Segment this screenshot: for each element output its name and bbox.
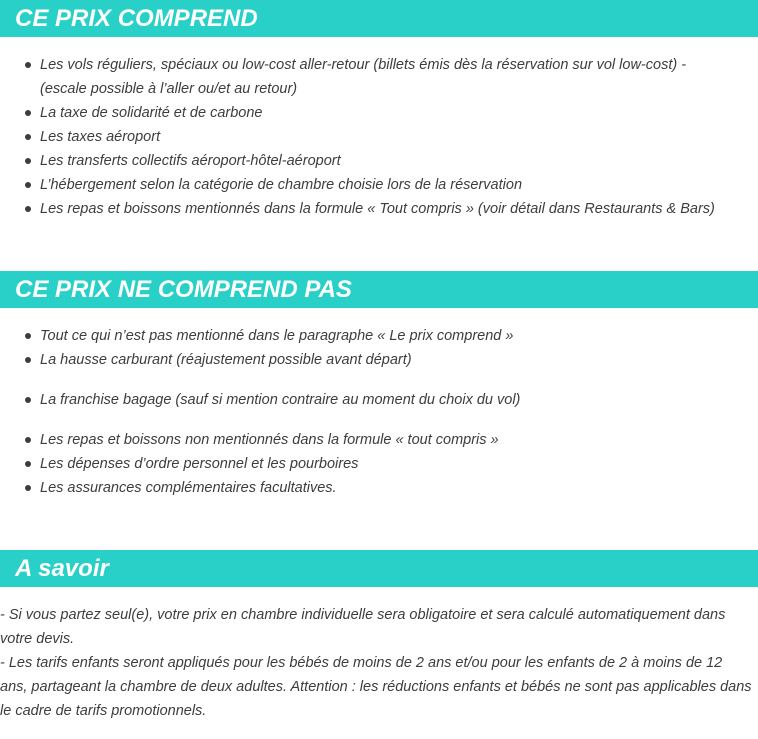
list-item bbox=[0, 348, 758, 372]
list-item-text: Les repas et boissons mentionnés dans la formule « Tout compris » (voir détail dans Restaurants & Bars) bbox=[40, 201, 715, 217]
list-item-text: Les transferts collectifs aéroport-hôtel-aéroport bbox=[40, 153, 341, 169]
bullet-icon bbox=[25, 437, 31, 443]
list-item bbox=[0, 53, 758, 101]
list-item bbox=[0, 149, 758, 173]
info-paragraph-children: - Les tarifs enfants seront appliqués pour les bébés de moins de 2 ans et/ou pour les enfants de 2 à moins de 12 ans, partageant la chambre de deux adultes. Attention : les réductions enfants et bébés ne sont pas applicables dans le cadre de tarifs promotionnels. bbox=[0, 655, 752, 719]
bullet-icon bbox=[25, 357, 31, 363]
included-list bbox=[0, 53, 758, 221]
list-item-text: La hausse carburant (réajustement possible avant départ) bbox=[40, 352, 412, 368]
bullet-icon bbox=[25, 62, 31, 68]
list-item bbox=[0, 388, 758, 412]
bullet-icon bbox=[25, 485, 31, 491]
section-title: A savoir bbox=[15, 555, 109, 582]
section-header-not-included bbox=[0, 271, 758, 308]
list-item bbox=[0, 125, 758, 149]
list-item-text: Les assurances complémentaires facultatives. bbox=[40, 480, 337, 496]
section-header-a-savoir bbox=[0, 550, 758, 587]
list-item-text: La franchise bagage (sauf si mention contraire au moment du choix du vol) bbox=[40, 392, 521, 408]
list-item bbox=[0, 173, 758, 197]
section-title: CE PRIX COMPREND bbox=[15, 5, 258, 32]
list-item bbox=[0, 101, 758, 125]
list-item bbox=[0, 324, 758, 348]
list-item-text: Tout ce qui n’est pas mentionné dans le paragraphe « Le prix comprend » bbox=[40, 328, 514, 344]
section-title: CE PRIX NE COMPREND PAS bbox=[15, 276, 352, 303]
info-paragraph-single: - Si vous partez seul(e), votre prix en chambre individuelle sera obligatoire et sera calculé automatiquement dans votre devis. bbox=[0, 607, 726, 647]
list-item bbox=[0, 452, 758, 476]
bullet-icon bbox=[25, 333, 31, 339]
bullet-icon bbox=[25, 158, 31, 164]
bullet-icon bbox=[25, 110, 31, 116]
list-item-text: La taxe de solidarité et de carbone bbox=[40, 105, 263, 121]
list-item bbox=[0, 476, 758, 500]
bullet-icon bbox=[25, 397, 31, 403]
bullet-icon bbox=[25, 206, 31, 212]
list-item bbox=[0, 197, 758, 221]
list-item bbox=[0, 428, 758, 452]
list-item-text: Les repas et boissons non mentionnés dans la formule « tout compris » bbox=[40, 432, 499, 448]
list-item-text: Les taxes aéroport bbox=[40, 129, 161, 145]
list-item-text: Les vols réguliers, spéciaux ou low-cost aller-retour (billets émis dès la réservation sur vol low-cost) - (escale possible à l’aller ou/et au retour) bbox=[40, 57, 687, 97]
not-included-list bbox=[0, 324, 758, 500]
list-item-text: L’hébergement selon la catégorie de chambre choisie lors de la réservation bbox=[40, 177, 523, 193]
bullet-icon bbox=[25, 461, 31, 467]
bullet-icon bbox=[25, 134, 31, 140]
section-header-included bbox=[0, 0, 758, 37]
bullet-icon bbox=[25, 182, 31, 188]
list-item-text: Les dépenses d’ordre personnel et les pourboires bbox=[40, 456, 359, 472]
